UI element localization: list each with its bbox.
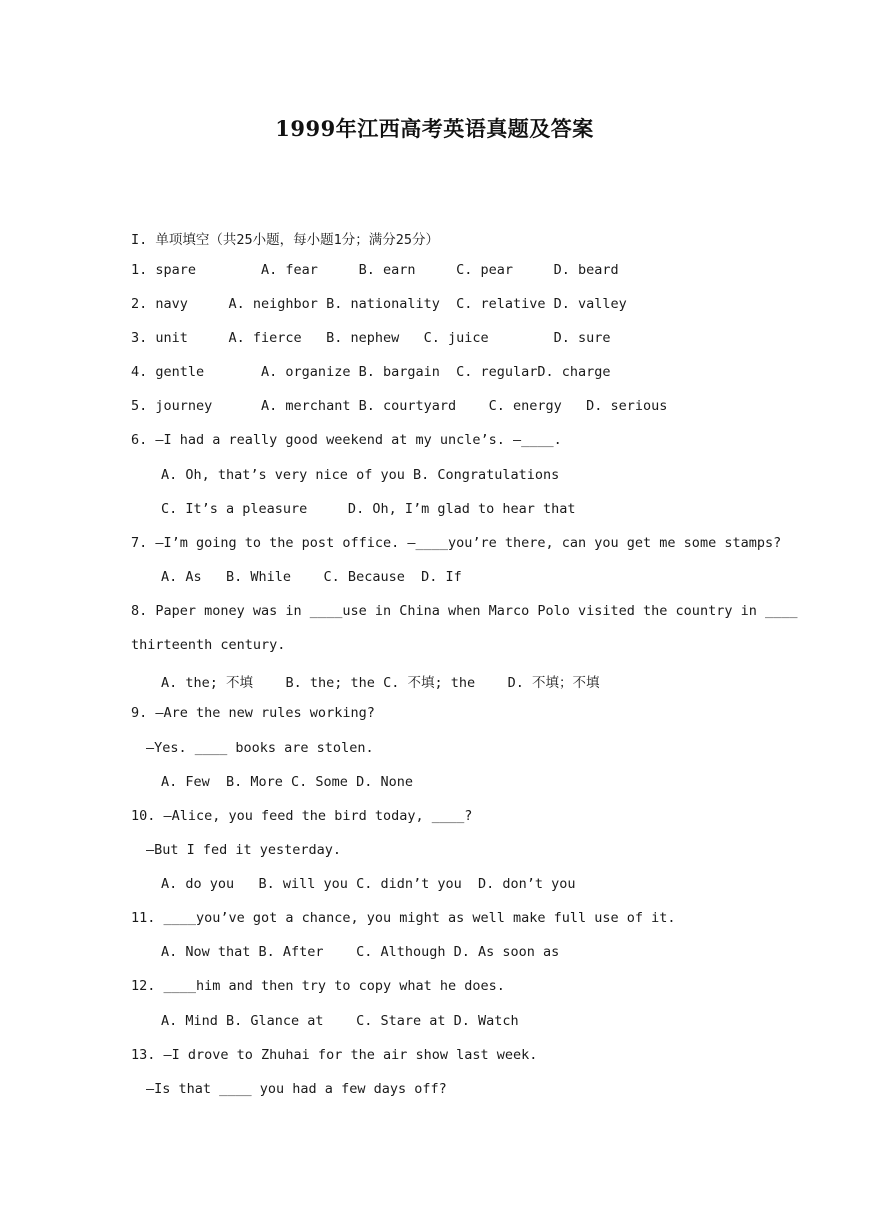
question-7-options: A. As B. While C. Because D. If (161, 569, 462, 585)
question-10-reply: —But I fed it yesterday. (146, 842, 342, 858)
question-8: 8. Paper money was in ____use in China when Marco Polo visited the country in ____ (131, 603, 798, 619)
question-10-options: A. do you B. will you C. didn’t you D. don’t you (161, 876, 576, 892)
question-11: 11. ____you’ve got a chance, you might as well make full use of it. (131, 910, 676, 926)
question-7: 7. —I’m going to the post office. —____you’re there, can you get me some stamps? (131, 535, 782, 551)
question-13-reply: —Is that ____ you had a few days off? (146, 1081, 447, 1097)
document-title: 1999年江西高考英语真题及答案 (275, 116, 594, 141)
question-9-options: A. Few B. More C. Some D. None (161, 774, 413, 790)
question-12-options: A. Mind B. Glance at C. Stare at D. Watch (161, 1013, 519, 1029)
question-9: 9. —Are the new rules working? (131, 705, 375, 721)
question-9-reply: —Yes. ____ books are stolen. (146, 740, 374, 756)
question-1: 1. spare A. fear B. earn C. pear D. beard (131, 262, 619, 278)
question-4: 4. gentle A. organize B. bargain C. regularD. charge (131, 364, 611, 380)
question-3: 3. unit A. fierce B. nephew C. juice D. sure (131, 330, 611, 346)
question-8-options: A. the; 不填 B. the; the C. 不填; the D. 不填；不填 (161, 675, 600, 691)
question-6-options-a-b: A. Oh, that’s very nice of you B. Congratulations (161, 467, 560, 483)
section-heading: I. 单项填空（共25小题，每小题1分；满分25分） (131, 232, 440, 248)
question-6-options-c-d: C. It’s a pleasure D. Oh, I’m glad to hear that (161, 501, 576, 517)
question-8-continued: thirteenth century. (131, 637, 286, 653)
question-12: 12. ____him and then try to copy what he does. (131, 978, 505, 994)
question-2: 2. navy A. neighbor B. nationality C. relative D. valley (131, 296, 627, 312)
question-11-options: A. Now that B. After C. Although D. As soon as (161, 944, 560, 960)
question-13: 13. —I drove to Zhuhai for the air show last week. (131, 1047, 538, 1063)
question-10: 10. —Alice, you feed the bird today, ____? (131, 808, 473, 824)
question-5: 5. journey A. merchant B. courtyard C. energy D. serious (131, 398, 668, 414)
question-6: 6. —I had a really good weekend at my uncle’s. —____. (131, 432, 562, 448)
